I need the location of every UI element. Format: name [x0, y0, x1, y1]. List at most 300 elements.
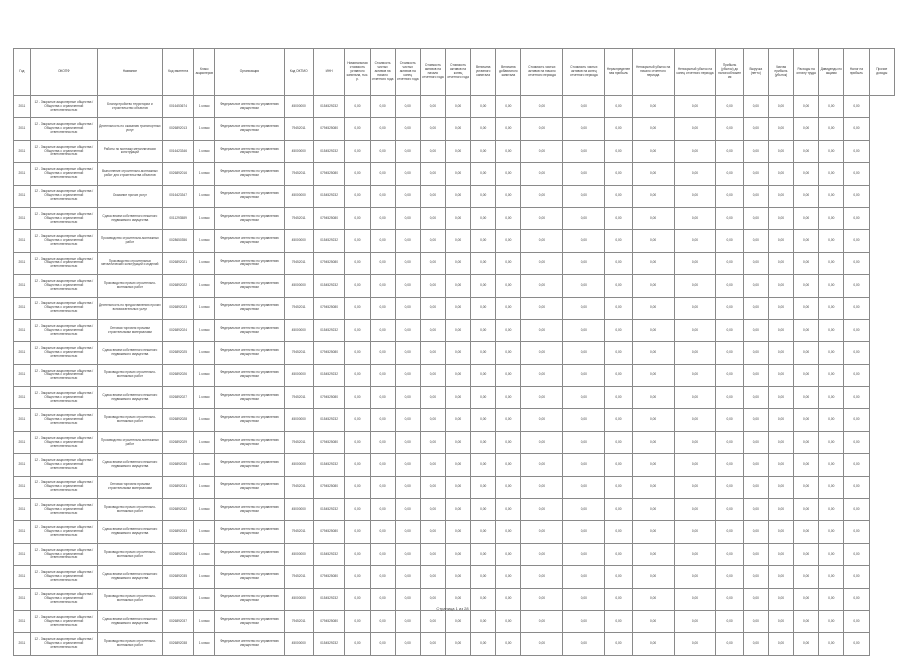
table-cell: 12 - Закрытые акционерные общества / Общества с ограниченной ответственностью: [30, 118, 97, 140]
table-cell: 0,00: [521, 252, 563, 274]
table-cell: 0,00: [445, 96, 470, 118]
table-cell: 0,00: [420, 275, 445, 297]
table-cell: 0,00: [496, 610, 521, 632]
register-sheet: [13, 48, 895, 656]
table-cell: 0,00: [844, 118, 869, 140]
table-cell: 0,00: [563, 566, 605, 588]
table-cell: 0,00: [716, 185, 743, 207]
table-cell: Федеральное агентство по управлению имуществом: [215, 230, 284, 252]
table-cell: 1 класс: [194, 521, 215, 543]
table-cell: 0026892034: [162, 543, 193, 565]
table-cell: 0,00: [794, 633, 819, 655]
table-cell: 0,00: [743, 454, 768, 476]
table-cell: 0,00: [395, 230, 420, 252]
table-cell: 0,00: [563, 342, 605, 364]
table-row: [14, 140, 895, 162]
table-cell: 0,00: [674, 185, 716, 207]
table-cell: 0,00: [716, 207, 743, 229]
table-cell: 0,00: [345, 230, 370, 252]
table-cell: 0,00: [563, 409, 605, 431]
table-cell: 0,00: [794, 252, 819, 274]
table-cell: 0,00: [716, 431, 743, 453]
table-cell: 0,00: [345, 252, 370, 274]
column-header: Стоимость чистых активов на начало отчетного периода: [521, 49, 563, 96]
table-cell: 0,00: [395, 96, 420, 118]
table-cell: 79452011: [284, 476, 313, 498]
table-cell: 12 - Закрытые акционерные общества / Общества с ограниченной ответственностью: [30, 499, 97, 521]
table-cell: 0,00: [563, 275, 605, 297]
table-cell: 0,00: [794, 230, 819, 252]
table-cell: 0,00: [632, 409, 674, 431]
table-cell: 0,00: [716, 521, 743, 543]
table-cell: 0,00: [768, 431, 793, 453]
table-cell: 0,00: [445, 297, 470, 319]
table-cell: 0,00: [768, 163, 793, 185]
table-cell: 0,00: [445, 499, 470, 521]
table-cell: 0,00: [420, 118, 445, 140]
table-cell: 0,00: [420, 387, 445, 409]
table-cell: 1 класс: [194, 230, 215, 252]
table-cell: 0,00: [605, 207, 632, 229]
table-cell: 0,00: [563, 476, 605, 498]
table-cell: 0,00: [521, 207, 563, 229]
table-cell: 0,00: [496, 521, 521, 543]
table-cell: Производство прочих строительно-монтажных работ: [97, 364, 162, 386]
table-cell: Производство строительно-монтажных работ: [97, 230, 162, 252]
table-cell: 0,00: [395, 163, 420, 185]
table-cell: 0,00: [370, 364, 395, 386]
table-cell: 2011: [14, 476, 31, 498]
table-cell: 0,00: [819, 566, 844, 588]
table-cell: 0,00: [471, 96, 496, 118]
table-cell: 0,00: [716, 543, 743, 565]
table-cell: 0794525080: [313, 610, 344, 632]
table-cell: 0,00: [794, 387, 819, 409]
table-cell: 0,00: [743, 297, 768, 319]
table-cell: 0,00: [794, 140, 819, 162]
table-cell: 0,00: [768, 387, 793, 409]
table-cell: 0154529232: [313, 588, 344, 610]
table-cell: 12 - Закрытые акционерные общества / Общества с ограниченной ответственностью: [30, 96, 97, 118]
table-cell: 0,00: [420, 297, 445, 319]
table-cell: 0,00: [420, 566, 445, 588]
table-cell: 0,00: [395, 476, 420, 498]
table-cell: 0,00: [420, 633, 445, 655]
table-cell: 0,00: [445, 364, 470, 386]
table-cell: 1 класс: [194, 252, 215, 274]
table-cell: 0,00: [674, 499, 716, 521]
table-cell: 0,00: [768, 610, 793, 632]
table-cell: 0,00: [819, 409, 844, 431]
table-cell: 0,00: [632, 163, 674, 185]
table-cell: 0,00: [794, 275, 819, 297]
table-cell: 0,00: [445, 387, 470, 409]
table-cell: 0,00: [496, 319, 521, 341]
table-row: [14, 252, 895, 274]
table-cell: 2011: [14, 588, 31, 610]
table-cell: Федеральное агентство по управлению имуществом: [215, 252, 284, 274]
table-cell: 0,00: [716, 409, 743, 431]
table-cell: 0,00: [605, 230, 632, 252]
table-cell: 1 класс: [194, 207, 215, 229]
table-cell: 0,00: [605, 163, 632, 185]
table-cell: 0,00: [395, 342, 420, 364]
table-cell: 0026892035: [162, 566, 193, 588]
table-cell: 0,00: [844, 633, 869, 655]
table-cell: 0,00: [521, 499, 563, 521]
table-cell: 45000000: [284, 588, 313, 610]
table-cell: 0,00: [445, 275, 470, 297]
table-cell: 0,00: [674, 633, 716, 655]
table-cell: 0,00: [445, 140, 470, 162]
table-cell: 0,00: [819, 610, 844, 632]
table-cell: 0026892016: [162, 163, 193, 185]
table-cell: 0,00: [370, 588, 395, 610]
table-cell: 0,00: [794, 96, 819, 118]
table-cell: 0154529232: [313, 140, 344, 162]
table-cell: 0,00: [605, 364, 632, 386]
table-cell: 0,00: [471, 566, 496, 588]
table-cell: 0154529232: [313, 185, 344, 207]
table-cell: 0,00: [395, 319, 420, 341]
table-cell: 0,00: [743, 342, 768, 364]
table-cell: 12 - Закрытые акционерные общества / Общества с ограниченной ответственностью: [30, 543, 97, 565]
table-cell: 0,00: [794, 207, 819, 229]
table-cell: 0,00: [605, 610, 632, 632]
table-cell: Сдача внаем собственного нежилого недвижимого имущества: [97, 207, 162, 229]
table-cell: 0,00: [496, 342, 521, 364]
table-cell: 1 класс: [194, 588, 215, 610]
table-cell: 0,00: [563, 140, 605, 162]
table-cell: 0,00: [420, 499, 445, 521]
table-cell: 0,00: [395, 297, 420, 319]
table-cell: 0,00: [743, 521, 768, 543]
table-cell: 0,00: [794, 476, 819, 498]
table-row: [14, 297, 895, 319]
table-cell: 2011: [14, 566, 31, 588]
table-cell: 0026892028: [162, 409, 193, 431]
table-cell: 0,00: [521, 431, 563, 453]
table-cell: Федеральное агентство по управлению имуществом: [215, 207, 284, 229]
table-cell: 0,00: [420, 252, 445, 274]
table-cell: 0,00: [521, 297, 563, 319]
table-cell: 0,00: [420, 96, 445, 118]
column-header: Непокрытый убыток на конец отчетного периода: [674, 49, 716, 96]
table-row: [14, 431, 895, 453]
table-cell: 0,00: [420, 454, 445, 476]
table-cell: 0,00: [768, 140, 793, 162]
table-cell: 0,00: [563, 319, 605, 341]
table-cell: 0,00: [743, 319, 768, 341]
table-cell: 0,00: [632, 543, 674, 565]
table-cell: 0,00: [819, 387, 844, 409]
column-header: Выручка (нетто): [743, 49, 768, 96]
table-cell: 0,00: [768, 454, 793, 476]
table-cell: 0154529232: [313, 96, 344, 118]
table-cell: 0026892037: [162, 610, 193, 632]
table-cell: 0,00: [716, 275, 743, 297]
table-cell: 0,00: [716, 610, 743, 632]
table-cell: Федеральное агентство по управлению имуществом: [215, 431, 284, 453]
table-cell: 0,00: [716, 476, 743, 498]
table-cell: 0,00: [605, 140, 632, 162]
table-cell: Производство строительных металлических конструкций и изделий: [97, 252, 162, 274]
table-cell: 1 класс: [194, 297, 215, 319]
table-cell: 0,00: [420, 521, 445, 543]
table-cell: 0026892033: [162, 521, 193, 543]
table-row: [14, 185, 895, 207]
table-cell: 0,00: [674, 543, 716, 565]
table-cell: 0,00: [563, 297, 605, 319]
table-cell: 0,00: [521, 610, 563, 632]
table-cell: 12 - Закрытые акционерные общества / Общества с ограниченной ответственностью: [30, 409, 97, 431]
table-cell: 0,00: [370, 96, 395, 118]
table-cell: 0,00: [716, 566, 743, 588]
table-cell: Производство прочих строительно-монтажных работ: [97, 499, 162, 521]
table-cell: Деятельность по предоставлению прочих вспомогательных услуг: [97, 297, 162, 319]
column-header: Номинальная стоимость уставного капитала, тыс. р.: [345, 49, 370, 96]
table-cell: 0,00: [496, 499, 521, 521]
table-cell: Сдача внаем собственного нежилого недвижимого имущества: [97, 521, 162, 543]
table-cell: 0,00: [794, 118, 819, 140]
table-cell: 0,00: [521, 364, 563, 386]
table-cell: 0,00: [471, 275, 496, 297]
table-cell: 0,00: [716, 297, 743, 319]
table-cell: 0,00: [496, 207, 521, 229]
table-cell: 0,00: [395, 409, 420, 431]
table-cell: 1 класс: [194, 476, 215, 498]
table-cell: 0,00: [743, 163, 768, 185]
table-cell: 0,00: [768, 230, 793, 252]
table-cell: 0,00: [370, 409, 395, 431]
table-cell: 2011: [14, 230, 31, 252]
table-cell: 0,00: [445, 409, 470, 431]
table-cell: 0,00: [605, 319, 632, 341]
table-cell: 2011: [14, 342, 31, 364]
table-cell: 2011: [14, 431, 31, 453]
table-cell: Сдача внаем собственного нежилого недвижимого имущества: [97, 342, 162, 364]
table-cell: 0,00: [395, 387, 420, 409]
table-cell: 0,00: [743, 275, 768, 297]
table-cell: 2011: [14, 163, 31, 185]
table-cell: 0,00: [395, 275, 420, 297]
table-cell: 0,00: [370, 454, 395, 476]
table-cell: 0,00: [743, 543, 768, 565]
table-cell: 0,00: [605, 499, 632, 521]
table-cell: 0,00: [420, 409, 445, 431]
table-cell: 0,00: [521, 230, 563, 252]
table-cell: Производство строительно-монтажных работ: [97, 431, 162, 453]
table-row: [14, 521, 895, 543]
table-cell: 0,00: [794, 409, 819, 431]
table-cell: 1 класс: [194, 319, 215, 341]
table-cell: 0,00: [370, 387, 395, 409]
table-cell: 1 класс: [194, 431, 215, 453]
table-cell: 0,00: [445, 633, 470, 655]
table-cell: 0,00: [674, 431, 716, 453]
table-cell: 0,00: [420, 543, 445, 565]
column-header: Стоимость чистых активов на конец отчетного периода: [563, 49, 605, 96]
table-cell: Федеральное агентство по управлению имуществом: [215, 140, 284, 162]
table-cell: 0026892027: [162, 387, 193, 409]
table-cell: 0,00: [674, 454, 716, 476]
table-cell: 0,00: [632, 364, 674, 386]
table-cell: 79452011: [284, 566, 313, 588]
table-cell: 0,00: [743, 118, 768, 140]
table-cell: 0,00: [794, 364, 819, 386]
table-cell: 0794525080: [313, 521, 344, 543]
table-cell: 0,00: [445, 252, 470, 274]
table-cell: 0,00: [521, 476, 563, 498]
table-cell: 12 - Закрытые акционерные общества / Общества с ограниченной ответственностью: [30, 342, 97, 364]
table-cell: 0,00: [819, 297, 844, 319]
table-row: [14, 342, 895, 364]
table-cell: 0,00: [345, 543, 370, 565]
table-cell: 45000000: [284, 409, 313, 431]
table-cell: Благоустройство территории и строительство объектов: [97, 96, 162, 118]
table-cell: 0,00: [794, 185, 819, 207]
column-header: Стоимость чистых активов на конец отчетного года: [395, 49, 420, 96]
table-cell: 0,00: [496, 185, 521, 207]
table-cell: 0,00: [605, 387, 632, 409]
table-cell: 0,00: [521, 521, 563, 543]
table-cell: 0,00: [563, 431, 605, 453]
table-cell: 0,00: [716, 140, 743, 162]
table-cell: Федеральное агентство по управлению имуществом: [215, 297, 284, 319]
table-cell: 0154529232: [313, 275, 344, 297]
table-cell: 0,00: [345, 207, 370, 229]
table-cell: 0,00: [844, 454, 869, 476]
table-cell: 12 - Закрытые акционерные общества / Общества с ограниченной ответственностью: [30, 431, 97, 453]
table-cell: 0,00: [395, 454, 420, 476]
column-header: Величина добавочного капитала: [496, 49, 521, 96]
table-cell: 0,00: [674, 342, 716, 364]
table-cell: 0,00: [445, 454, 470, 476]
table-cell: 0,00: [794, 454, 819, 476]
table-cell: 0,00: [370, 140, 395, 162]
table-cell: Производство прочих строительно-монтажных работ: [97, 409, 162, 431]
table-cell: 0794525080: [313, 342, 344, 364]
table-cell: 0,00: [370, 297, 395, 319]
table-cell: 0,00: [471, 297, 496, 319]
table-cell: 0794525080: [313, 297, 344, 319]
table-row: [14, 230, 895, 252]
table-cell: 0,00: [605, 476, 632, 498]
table-cell: 0026892013: [162, 118, 193, 140]
table-cell: 1 класс: [194, 140, 215, 162]
table-cell: 0,00: [794, 543, 819, 565]
table-cell: 0026892030: [162, 454, 193, 476]
table-cell: 0,00: [632, 431, 674, 453]
table-cell: 0,00: [819, 185, 844, 207]
table-cell: 2011: [14, 252, 31, 274]
table-cell: 79452011: [284, 521, 313, 543]
table-cell: 12 - Закрытые акционерные общества / Общества с ограниченной ответственностью: [30, 140, 97, 162]
table-cell: 0,00: [420, 431, 445, 453]
table-cell: 45000000: [284, 633, 313, 655]
table-cell: 0,00: [521, 319, 563, 341]
table-cell: 0,00: [794, 566, 819, 588]
table-cell: 0,00: [716, 387, 743, 409]
table-cell: 0,00: [370, 118, 395, 140]
table-cell: 0,00: [632, 521, 674, 543]
table-cell: 0,00: [563, 207, 605, 229]
table-cell: Выполнение строительно-монтажных работ для строительства объектов: [97, 163, 162, 185]
table-cell: 0,00: [844, 521, 869, 543]
table-cell: 0,00: [768, 319, 793, 341]
table-cell: 0,00: [345, 409, 370, 431]
table-cell: 0,00: [471, 409, 496, 431]
table-cell: 0,00: [395, 252, 420, 274]
table-cell: Федеральное агентство по управлению имуществом: [215, 610, 284, 632]
table-cell: 2011: [14, 118, 31, 140]
table-cell: 79452011: [284, 610, 313, 632]
table-cell: 0,00: [794, 610, 819, 632]
table-cell: 0,00: [395, 588, 420, 610]
table-cell: 0,00: [370, 633, 395, 655]
table-cell: 0,00: [521, 409, 563, 431]
table-cell: 0,00: [632, 207, 674, 229]
table-cell: 0026892023: [162, 297, 193, 319]
table-cell: 0,00: [716, 319, 743, 341]
table-cell: 0,00: [605, 409, 632, 431]
table-cell: 0026892029: [162, 431, 193, 453]
table-cell: 0,00: [471, 252, 496, 274]
table-cell: 2011: [14, 96, 31, 118]
table-cell: 0,00: [674, 521, 716, 543]
column-header: Чистая прибыль (убыток): [768, 49, 793, 96]
table-cell: 0,00: [496, 588, 521, 610]
table-cell: 0,00: [632, 342, 674, 364]
table-cell: 0,00: [395, 543, 420, 565]
table-cell: 0,00: [674, 163, 716, 185]
table-cell: 0,00: [395, 499, 420, 521]
table-cell: 0,00: [605, 431, 632, 453]
table-cell: 0,00: [768, 185, 793, 207]
table-cell: 0,00: [819, 588, 844, 610]
table-cell: 2011: [14, 140, 31, 162]
table-cell: 1 класс: [194, 364, 215, 386]
table-cell: 0,00: [496, 163, 521, 185]
table-cell: 0,00: [819, 476, 844, 498]
column-header: Стоимость активов на конец отчетного года: [445, 49, 470, 96]
table-cell: 0026892032: [162, 499, 193, 521]
table-cell: 45000000: [284, 364, 313, 386]
table-cell: Оптовая торговля прочими строительными материалами: [97, 319, 162, 341]
table-cell: 0,00: [370, 521, 395, 543]
table-cell: 12 - Закрытые акционерные общества / Общества с ограниченной ответственностью: [30, 566, 97, 588]
table-cell: 0,00: [605, 454, 632, 476]
table-cell: 0,00: [632, 499, 674, 521]
table-cell: 0,00: [563, 633, 605, 655]
table-cell: 0,00: [743, 431, 768, 453]
table-cell: 0,00: [445, 319, 470, 341]
table-cell: 0,00: [605, 252, 632, 274]
table-cell: 0,00: [844, 364, 869, 386]
table-cell: 79452011: [284, 252, 313, 274]
table-cell: 0154529232: [313, 454, 344, 476]
column-header: Нераспределенная прибыль: [605, 49, 632, 96]
table-cell: 0,00: [345, 476, 370, 498]
table-cell: 0,00: [674, 476, 716, 498]
table-cell: 0,00: [370, 543, 395, 565]
table-cell: 0,00: [794, 319, 819, 341]
table-cell: Сдача внаем собственного нежилого недвижимого имущества: [97, 387, 162, 409]
table-cell: 0,00: [605, 588, 632, 610]
table-cell: Сдача внаем собственного нежилого недвижимого имущества: [97, 454, 162, 476]
table-cell: 2011: [14, 364, 31, 386]
table-cell: 0,00: [345, 566, 370, 588]
